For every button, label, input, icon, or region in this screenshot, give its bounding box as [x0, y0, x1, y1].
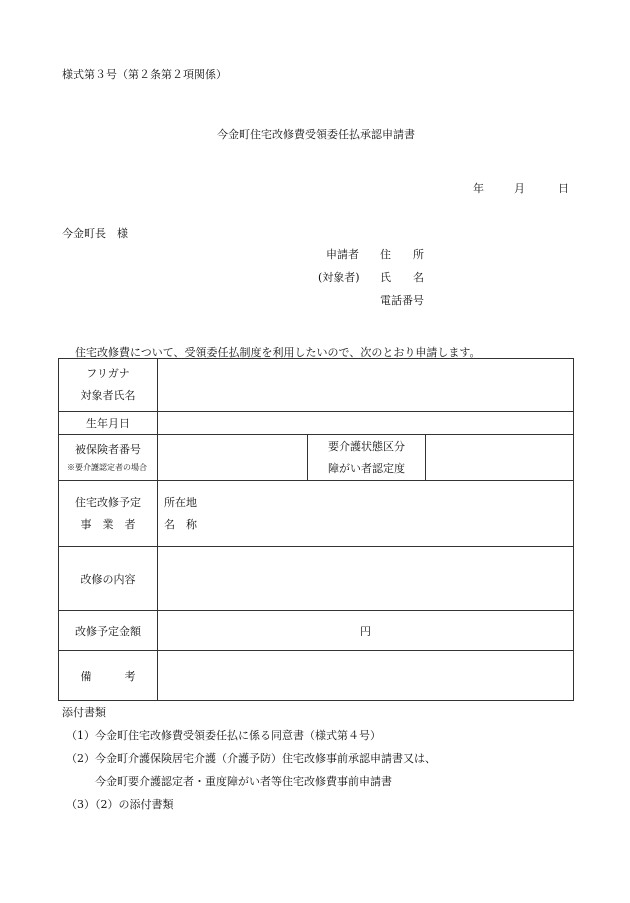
estimated-amount-label: 改修予定金額	[59, 611, 158, 651]
care-level-field[interactable]	[426, 435, 574, 481]
company-name-label: 名 称	[164, 517, 197, 531]
contractor-label-line2: 事 業 者	[80, 517, 136, 531]
applicant-name-label: 氏 名	[380, 271, 424, 284]
intro-text: 住宅改修費について、受領委任払制度を利用したいので、次のとおり申請します。	[75, 346, 481, 359]
insured-number-note: ※要介護認定者の場合	[67, 462, 147, 472]
birthdate-label: 生年月日	[59, 412, 158, 435]
attachment-item-2-cont: 今金町要介護認定者・重度障がい者等住宅改修費事前申請書	[95, 775, 392, 788]
insured-number-field[interactable]	[158, 435, 308, 481]
form-number: 様式第３号（第２条第２項関係）	[62, 68, 227, 81]
insured-number-label-cell	[59, 435, 158, 481]
application-table	[58, 358, 574, 701]
subject-name-label: 対象者氏名	[80, 389, 136, 402]
disability-level-label: 障がい者認定度	[328, 461, 405, 475]
care-level-label-cell	[308, 435, 426, 481]
estimated-amount-field[interactable]	[158, 611, 574, 651]
contractor-label-line1: 住宅改修予定	[75, 495, 141, 509]
furigana-label: フリガナ	[86, 367, 130, 380]
applicant-address-label: 住 所	[380, 248, 424, 261]
attachments-heading: 添付書類	[62, 706, 106, 719]
applicant-role-subject: (対象者)	[318, 271, 360, 284]
remarks-field[interactable]	[158, 651, 574, 701]
applicant-phone-label: 電話番号	[380, 294, 424, 307]
insured-number-label: 被保険者番号	[75, 442, 141, 456]
renovation-content-field[interactable]	[158, 547, 574, 611]
date-year: 年	[473, 182, 484, 195]
addressee: 今金町長 様	[62, 227, 128, 240]
page-title: 今金町住宅改修費受領委任払承認申請書	[217, 128, 415, 141]
furigana-name-label-cell	[59, 359, 158, 412]
remarks-label: 備 考	[59, 651, 158, 701]
subject-name-field[interactable]	[158, 359, 574, 412]
date-month: 月	[514, 182, 525, 195]
attachment-item-1: （1）今金町住宅改修費受領委任払に係る同意書（様式第４号）	[66, 729, 381, 742]
renovation-content-label: 改修の内容	[59, 547, 158, 611]
contractor-field[interactable]	[158, 481, 574, 547]
yen-unit: 円	[360, 624, 371, 638]
care-level-label: 要介護状態区分	[328, 439, 405, 453]
attachment-item-2: （2）今金町介護保険居宅介護（介護予防）住宅改修事前承認申請書又は、	[66, 752, 436, 765]
location-label: 所在地	[164, 495, 197, 509]
date-day: 日	[558, 182, 569, 195]
contractor-label-cell	[59, 481, 158, 547]
birthdate-field[interactable]	[158, 412, 574, 435]
applicant-role: 申請者	[326, 248, 359, 261]
attachment-item-3: （3）（2）の添付書類	[66, 798, 174, 811]
